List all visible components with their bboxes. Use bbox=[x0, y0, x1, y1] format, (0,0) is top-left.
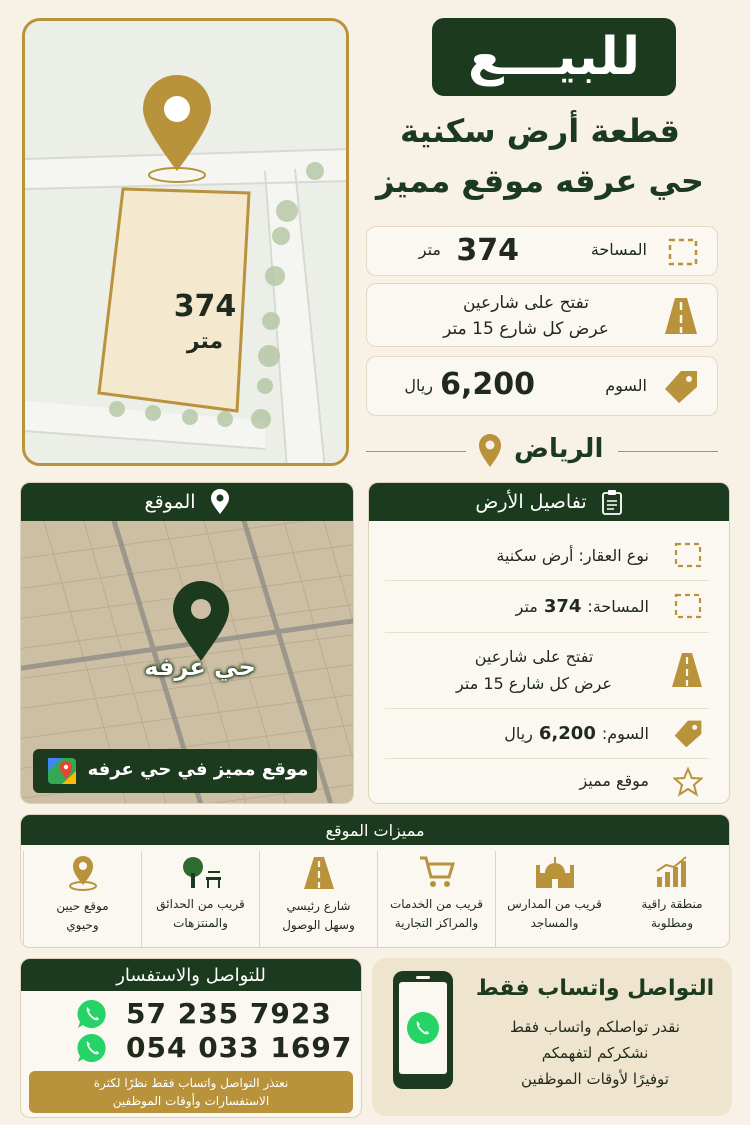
feature-6-line2: وحيوي bbox=[66, 918, 99, 932]
whatsapp-only-section bbox=[372, 958, 732, 1116]
feature-main-street bbox=[259, 851, 377, 948]
detail-row-featured bbox=[385, 759, 709, 804]
phone-number-1[interactable]: 57 235 7923 bbox=[126, 997, 332, 1030]
detail-area-label: المساحة: bbox=[587, 597, 649, 616]
location-pin-icon bbox=[210, 489, 230, 515]
detail-row-area bbox=[385, 581, 709, 633]
road-icon bbox=[302, 855, 336, 891]
feature-4-line1: شارع رئيسي bbox=[286, 899, 351, 913]
detail-price-label: السوم: bbox=[601, 724, 649, 743]
location-section bbox=[20, 482, 354, 804]
location-features-section bbox=[20, 814, 730, 948]
google-maps-label: موقع مميز في حي عرفه bbox=[87, 759, 309, 780]
feature-lively-area bbox=[23, 851, 141, 948]
summary-streets-line1: تفتح على شارعين bbox=[462, 293, 590, 313]
contact-note-line2: الاستفسارات وأوقات الموظفين bbox=[112, 1094, 270, 1108]
area-frame-icon bbox=[673, 541, 703, 569]
city-name: الرياض bbox=[514, 434, 604, 464]
location-header bbox=[21, 483, 353, 521]
cart-icon bbox=[418, 855, 456, 889]
summary-area-unit: متر bbox=[418, 240, 441, 259]
area-frame-icon bbox=[667, 237, 699, 267]
area-frame-icon bbox=[673, 592, 703, 620]
summary-streets-card bbox=[366, 283, 718, 347]
summary-price-card bbox=[366, 356, 718, 416]
feature-5-line1: قريب من الحدائق bbox=[156, 897, 245, 911]
clipboard-icon bbox=[601, 489, 623, 515]
feature-upscale-area bbox=[613, 851, 730, 948]
feature-3-line1: قريب من الخدمات bbox=[389, 897, 484, 911]
detail-area-value: 374 bbox=[543, 596, 582, 617]
summary-price-label: السوم bbox=[605, 376, 647, 395]
feature-services-malls bbox=[377, 851, 495, 948]
whatsapp-only-line2: نشكركم لتفهمكم bbox=[541, 1044, 649, 1062]
detail-row-type bbox=[385, 531, 709, 581]
plot-area-unit: متر bbox=[186, 329, 224, 354]
whatsapp-only-title: التواصل واتساب فقط bbox=[475, 976, 715, 1001]
contact-header bbox=[21, 959, 361, 991]
location-pin-icon bbox=[478, 434, 502, 468]
features-header-label: مميزات الموقع bbox=[325, 820, 425, 840]
summary-area-card bbox=[366, 226, 718, 276]
feature-2-line1: قريب من المدارس bbox=[507, 897, 602, 911]
map-pin-label: حي عرفه bbox=[144, 653, 256, 681]
chart-icon bbox=[654, 855, 690, 889]
phone-row-1[interactable] bbox=[76, 997, 332, 1030]
listing-subtitle: حي عرقه موقع مميز bbox=[376, 162, 704, 200]
contact-note bbox=[29, 1071, 353, 1113]
detail-streets-line1: تفتح على شارعين bbox=[474, 647, 594, 666]
detail-area-unit: متر bbox=[515, 597, 538, 616]
contact-section bbox=[20, 958, 362, 1118]
phone-whatsapp-icon bbox=[390, 968, 456, 1092]
park-icon bbox=[179, 855, 223, 889]
whatsapp-icon bbox=[76, 1032, 108, 1064]
road-icon bbox=[663, 296, 699, 336]
plot-map-graphic bbox=[25, 21, 349, 466]
summary-price-unit: ريال bbox=[404, 376, 433, 395]
google-maps-button[interactable] bbox=[33, 749, 317, 793]
summary-streets-line2: عرض كل شارع 15 متر bbox=[443, 319, 609, 339]
road-icon bbox=[671, 651, 703, 689]
phone-row-2[interactable] bbox=[76, 1031, 352, 1064]
mosque-icon bbox=[536, 855, 574, 889]
summary-area-label: المساحة bbox=[590, 240, 647, 259]
whatsapp-icon bbox=[76, 998, 108, 1030]
feature-2-line2: والمساجد bbox=[530, 916, 579, 930]
feature-schools-mosques bbox=[495, 851, 613, 948]
whatsapp-only-line3: توفيرًا لأوقات الموظفين bbox=[521, 1070, 669, 1088]
location-header-label: الموقع bbox=[144, 491, 196, 513]
contact-note-line1: نعتذر التواصل واتساب فقط نظرًا لكثرة bbox=[93, 1076, 289, 1090]
contact-header-label: للتواصل والاستفسار bbox=[116, 964, 266, 986]
detail-row-streets bbox=[385, 633, 709, 709]
feature-5-line2: والمنتزهات bbox=[173, 916, 228, 930]
feature-4-line2: وسهل الوصول bbox=[282, 918, 355, 932]
detail-type-text: نوع العقار: أرض سكنية bbox=[496, 546, 649, 565]
detail-price-value: 6,200 bbox=[538, 723, 596, 744]
star-icon bbox=[673, 767, 703, 797]
price-tag-icon bbox=[673, 719, 703, 749]
summary-price-value: 6,200 bbox=[440, 367, 535, 402]
land-details-header bbox=[369, 483, 729, 521]
detail-price-unit: ريال bbox=[504, 724, 533, 743]
feature-3-line2: والمراكز التجارية bbox=[394, 916, 479, 930]
detail-featured-text: موقع مميز bbox=[579, 771, 649, 790]
feature-6-line1: موقع حيين bbox=[56, 899, 109, 913]
features-header bbox=[21, 815, 729, 845]
whatsapp-only-line1: نقدر تواصلكم واتساب فقط bbox=[510, 1018, 680, 1036]
land-details-section bbox=[368, 482, 730, 804]
price-tag-icon bbox=[663, 369, 699, 405]
google-maps-icon bbox=[47, 757, 77, 785]
plot-illustration bbox=[22, 18, 349, 466]
plot-area-value: 374 bbox=[173, 289, 237, 324]
city-row bbox=[366, 432, 718, 472]
detail-streets-line2: عرض كل شارع 15 متر bbox=[456, 674, 612, 693]
summary-area-value: 374 bbox=[456, 233, 519, 268]
location-pin-icon bbox=[66, 855, 100, 891]
feature-1-line2: ومطلوبة bbox=[650, 916, 693, 930]
listing-title: قطعة أرض سكنية bbox=[400, 112, 680, 150]
phone-number-2[interactable]: 054 033 1697 bbox=[126, 1031, 353, 1064]
for-sale-badge: للبيـــع bbox=[432, 18, 676, 96]
detail-row-price bbox=[385, 709, 709, 759]
land-details-header-label: تفاصيل الأرض bbox=[475, 491, 587, 513]
feature-parks bbox=[141, 851, 259, 948]
feature-1-line1: منطقة راقية bbox=[641, 897, 703, 911]
